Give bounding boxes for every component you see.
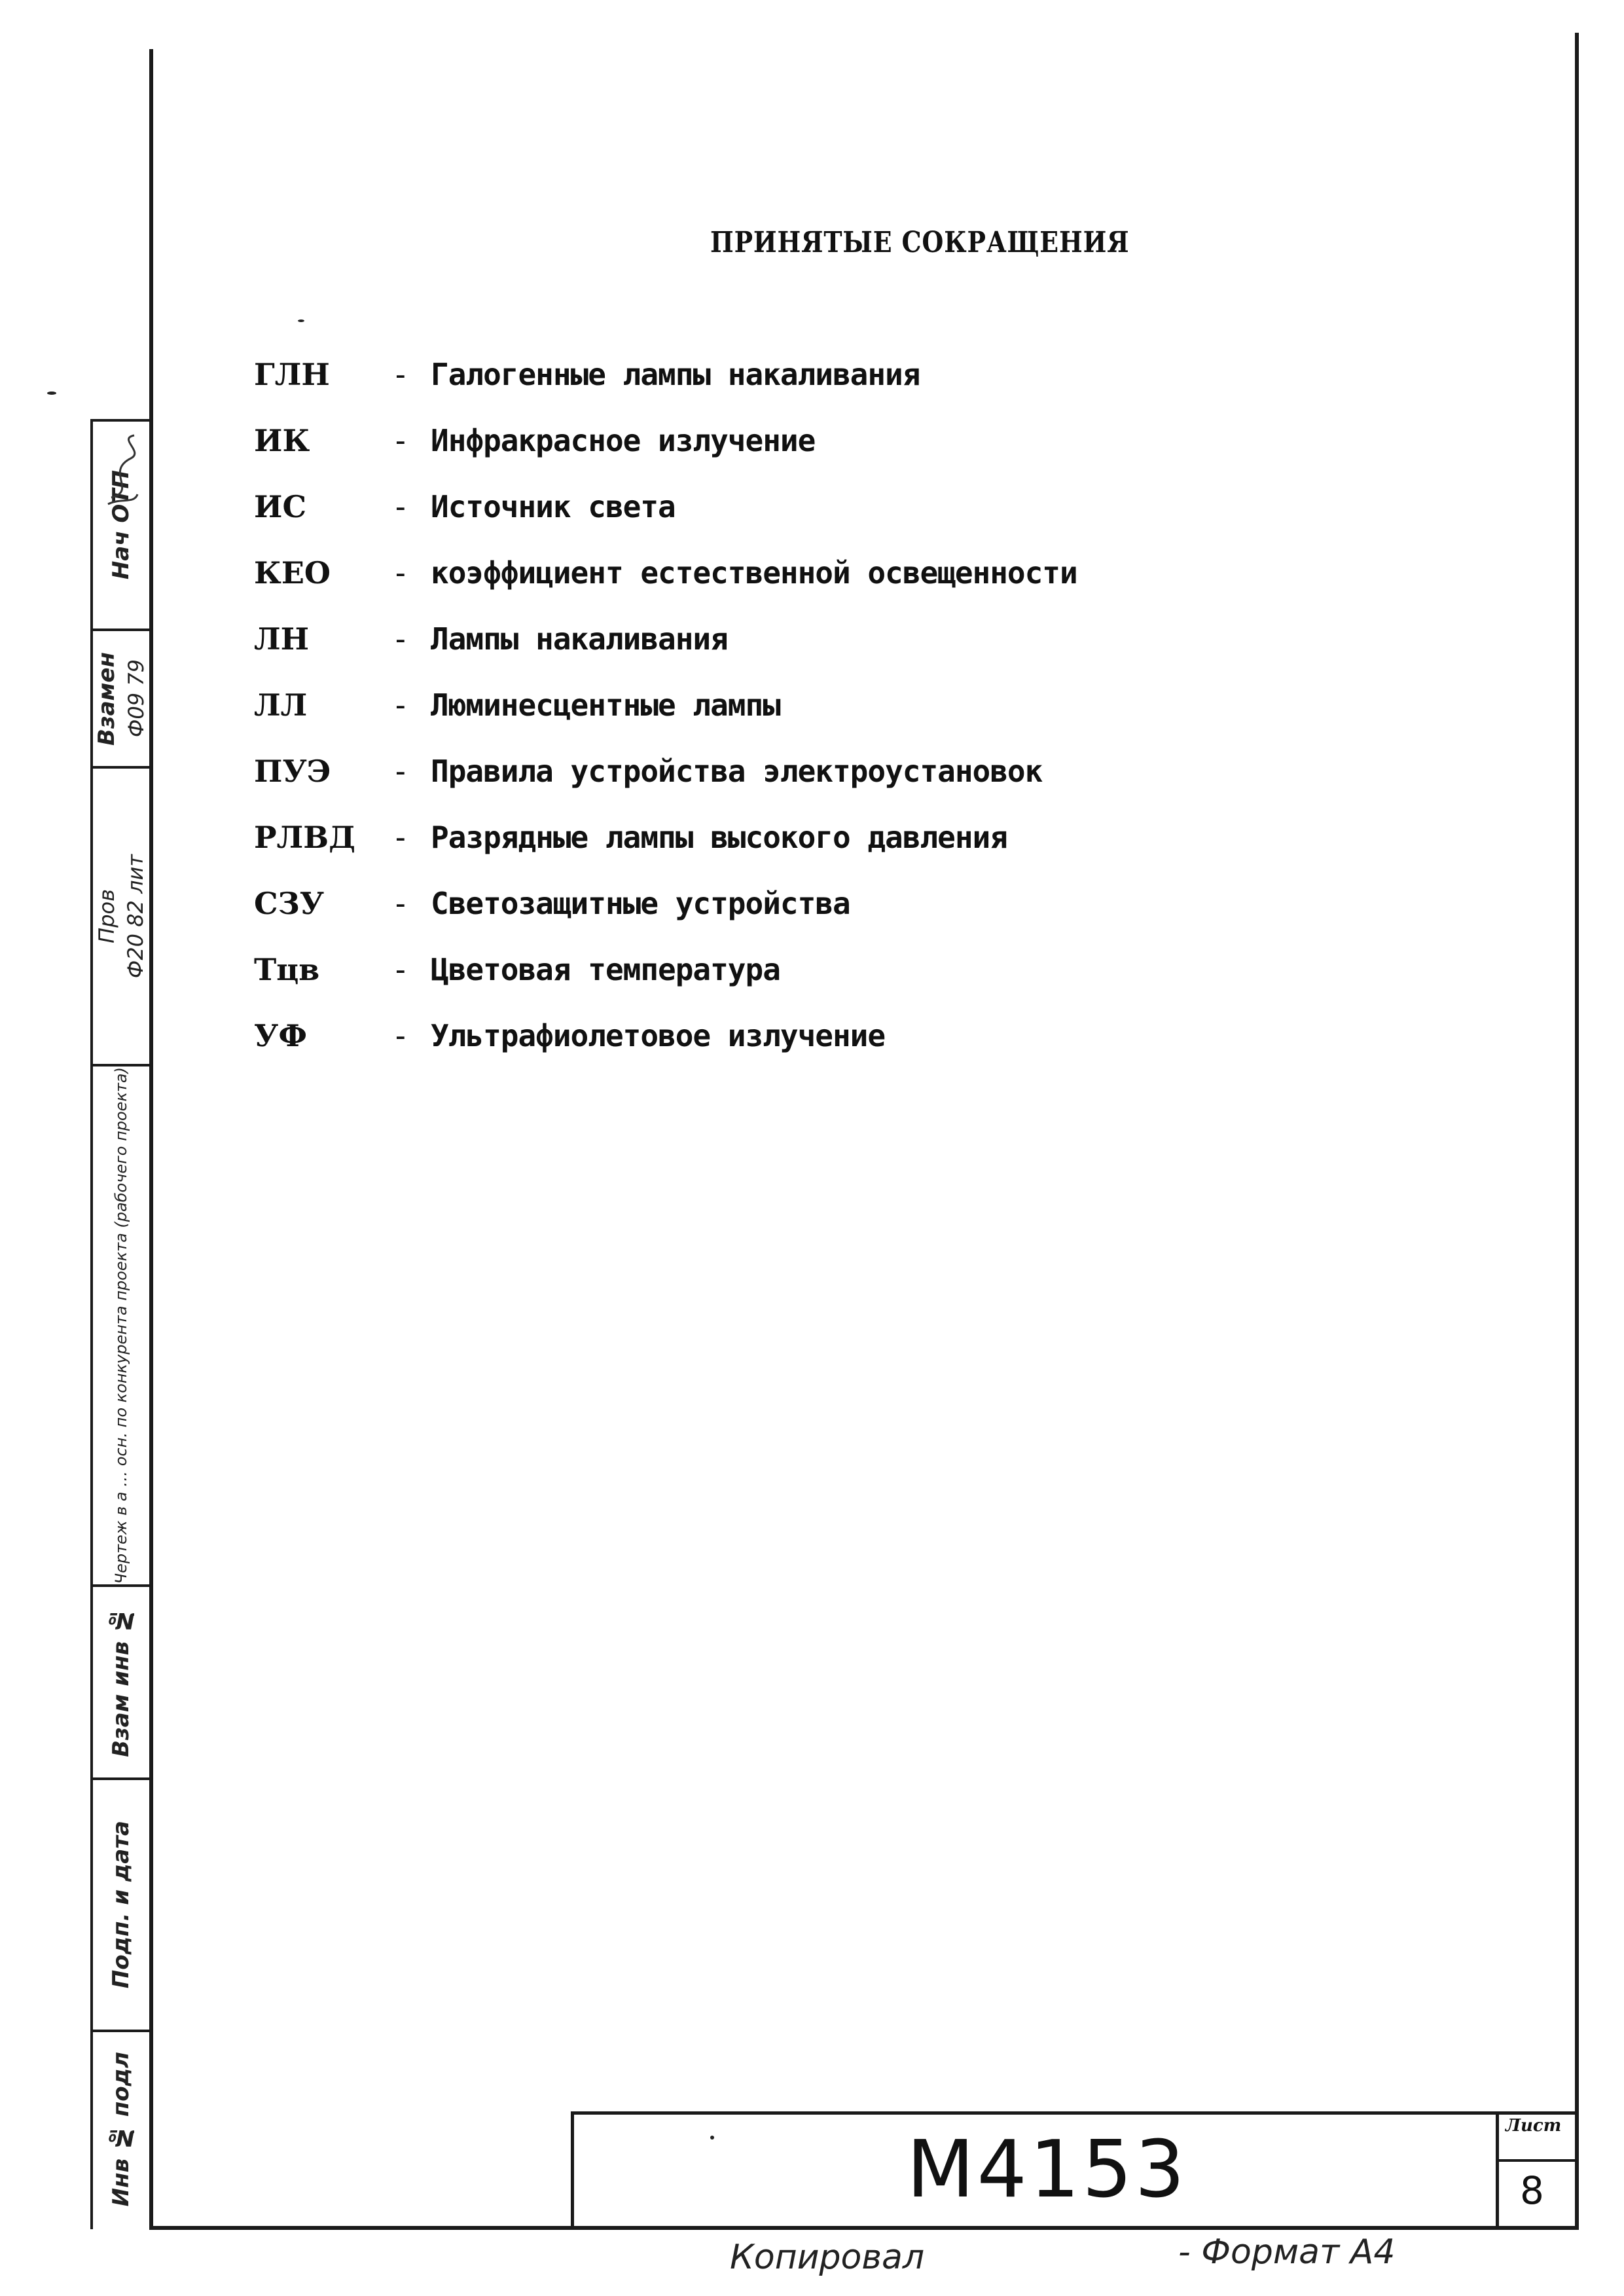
abbreviation-description: Разрядные лампы высокого давления xyxy=(431,820,1007,855)
frame-bottom-border xyxy=(149,2226,1579,2230)
copied-by-label: Копировал xyxy=(730,2238,925,2277)
abbreviation-dash: - xyxy=(391,687,410,723)
abbreviation-description: Цветовая температура xyxy=(431,952,780,987)
stamp-label-nach-otp: Нач ОТП xyxy=(108,470,134,580)
stamp-cell-vzamen xyxy=(93,631,149,766)
stamp-label-prov: Пров xyxy=(94,889,119,943)
abbreviation-code: РЛВД xyxy=(254,820,356,855)
stamp-cell-prov xyxy=(93,769,149,1064)
page-title: ПРИНЯТЫЕ СОКРАЩЕНИЯ xyxy=(710,226,1130,259)
abbreviation-description: Ультрафиолетовое излучение xyxy=(431,1018,886,1053)
abbreviation-code: ИК xyxy=(254,423,310,458)
stamp-label-podp-data: Подп. и дата xyxy=(108,1821,134,1989)
abbreviation-code: Тцв xyxy=(254,952,320,987)
scan-speck xyxy=(47,392,56,395)
title-block-left-line xyxy=(571,2111,574,2229)
format-label: - Формат А4 xyxy=(1178,2232,1396,2272)
abbreviation-dash: - xyxy=(391,886,410,921)
abbreviation-code: ЛН xyxy=(254,621,310,657)
scan-speck xyxy=(710,2136,714,2140)
sheet-label: Лист xyxy=(1506,2116,1562,2136)
abbreviation-dash: - xyxy=(391,357,410,392)
abbreviation-dash: - xyxy=(391,1018,410,1053)
abbreviation-code: ЛЛ xyxy=(254,687,308,723)
abbreviation-dash: - xyxy=(391,423,410,458)
document-code: М4153 xyxy=(907,2124,1187,2215)
signature-mark xyxy=(98,432,147,511)
abbreviation-dash: - xyxy=(391,555,410,591)
abbreviation-code: КЕО xyxy=(254,555,331,591)
title-block-sheet-line xyxy=(1496,2159,1579,2162)
abbreviation-code: ГЛН xyxy=(254,357,330,392)
stamp-cell-chertezh xyxy=(93,1066,149,1584)
stamp-label-inv-podl: Инв № подл xyxy=(108,2051,134,2207)
abbreviation-dash: - xyxy=(391,489,410,524)
abbreviation-code: ИС xyxy=(254,489,307,524)
stamp-label-vzamen: Взамен xyxy=(94,651,120,746)
abbreviation-dash: - xyxy=(391,820,410,855)
title-block-top-line xyxy=(571,2111,1579,2115)
abbreviation-description: Светозащитные устройства xyxy=(431,886,850,921)
abbreviation-description: Лампы накаливания xyxy=(431,621,728,657)
abbreviation-description: Люминесцентные лампы xyxy=(431,687,780,723)
abbreviation-dash: - xyxy=(391,754,410,789)
abbreviation-dash: - xyxy=(391,952,410,987)
stamp-value-vzamen: Ф09 79 xyxy=(124,659,149,738)
stamp-cell-vzam-inv xyxy=(93,1587,149,1777)
abbreviation-description: Галогенные лампы накаливания xyxy=(431,357,920,392)
sheet-number: 8 xyxy=(1520,2168,1544,2213)
abbreviation-dash: - xyxy=(391,621,410,657)
stamp-label-chertezh: Чертеж в а … осн. по конкурента проекта (рабочего проекта) xyxy=(112,1066,130,1584)
scan-speck xyxy=(298,319,304,322)
abbreviation-description: коэффициент естественной освещенности xyxy=(431,555,1077,591)
title-block-sheet-divider xyxy=(1496,2111,1499,2229)
stamp-cell-inv-podl xyxy=(93,2032,149,2226)
stamp-value-prov: Ф20 82 лит xyxy=(123,854,148,979)
abbreviation-code: ПУЭ xyxy=(254,754,331,789)
abbreviation-description: Инфракрасное излучение xyxy=(431,423,816,458)
abbreviation-code: СЗУ xyxy=(254,886,325,921)
abbreviation-code: УФ xyxy=(254,1018,307,1053)
stamp-label-vzam-inv: Взам инв № xyxy=(108,1607,134,1757)
stamp-strip-inner-line xyxy=(149,419,152,2229)
frame-right-border xyxy=(1575,33,1579,2229)
abbreviation-description: Источник света xyxy=(431,489,676,524)
stamp-cell-podp-data xyxy=(93,1780,149,2030)
abbreviation-description: Правила устройства электроустановок xyxy=(431,754,1043,789)
